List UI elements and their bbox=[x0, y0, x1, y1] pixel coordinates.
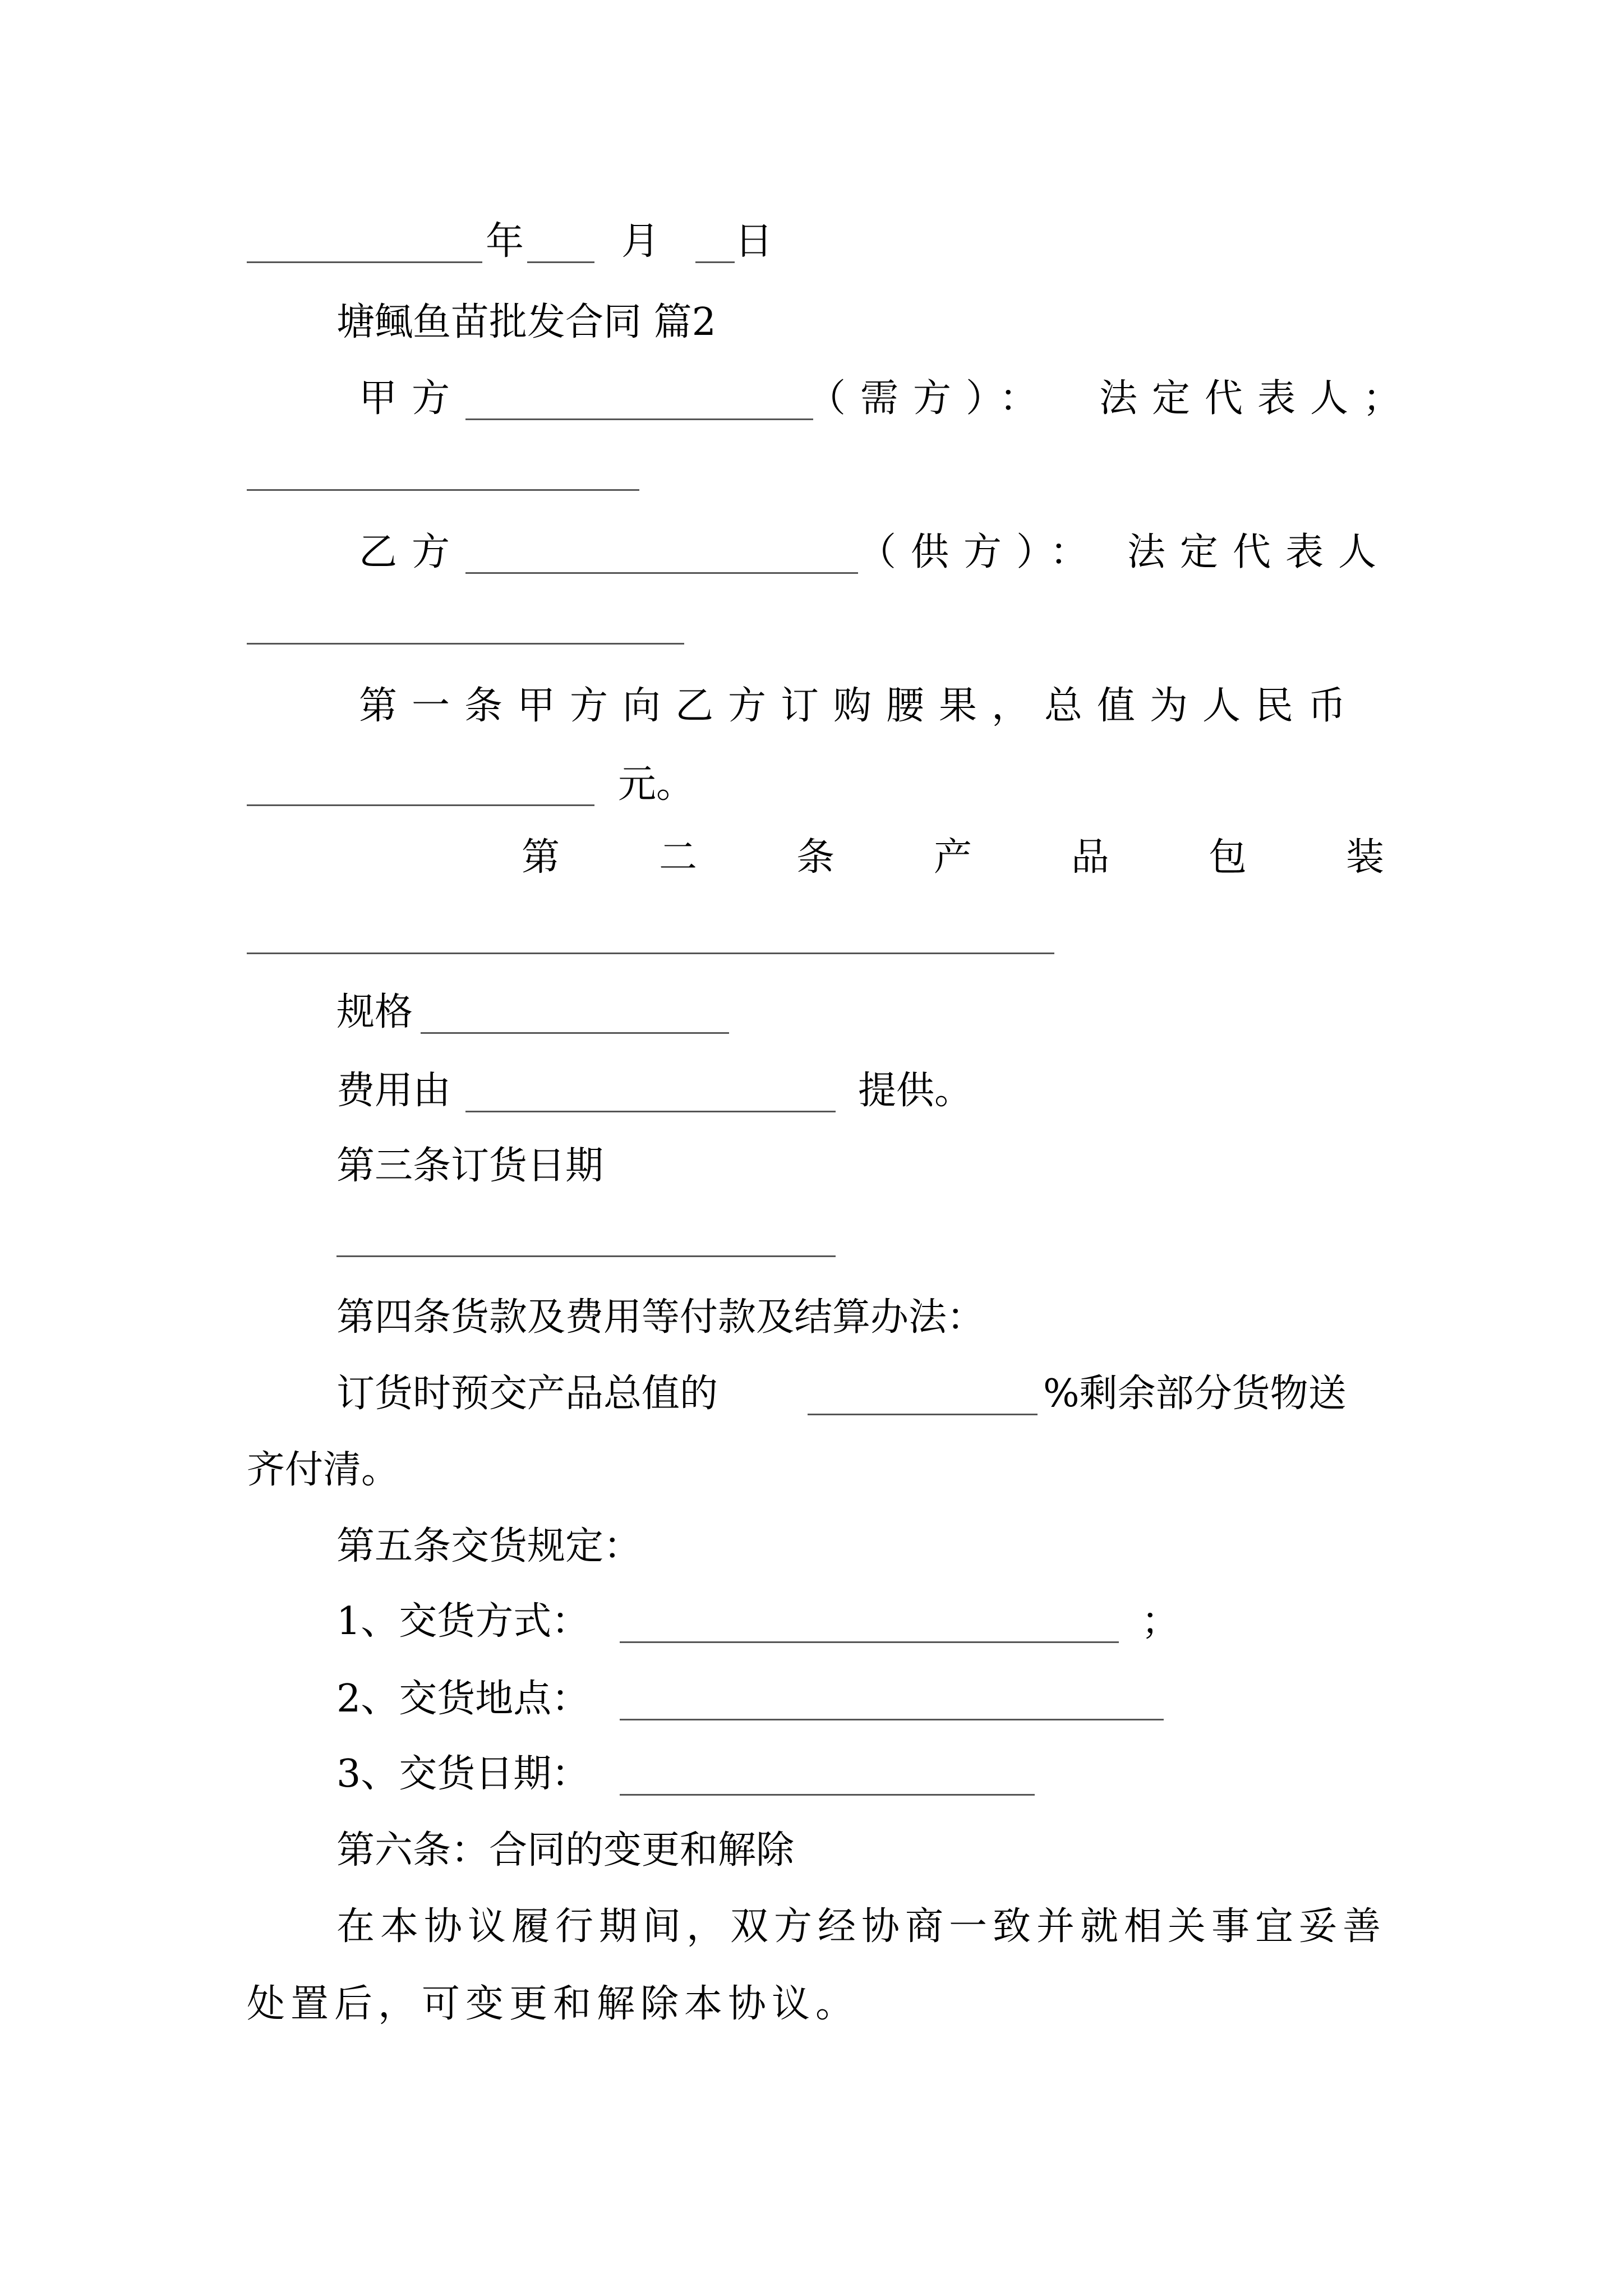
article6-heading-line bbox=[0, 1825, 1623, 1876]
spec-line bbox=[0, 987, 1623, 1038]
delivery-date-line bbox=[0, 1749, 1623, 1800]
delivery-method-blank bbox=[620, 1641, 1119, 1643]
party-b-blank bbox=[465, 572, 858, 574]
article2-char: 二 bbox=[659, 835, 698, 880]
article1-amount-blank bbox=[247, 804, 594, 806]
party-b-line bbox=[0, 527, 1623, 578]
delivery-method-line bbox=[0, 1596, 1623, 1647]
article4-para-suffix: %剩余部分货物送 bbox=[1043, 1372, 1347, 1416]
article2-char: 品 bbox=[1071, 835, 1110, 880]
article1-line bbox=[0, 681, 1623, 731]
article4-percent-blank bbox=[808, 1414, 1038, 1415]
day-blank bbox=[695, 261, 735, 263]
delivery-place-line bbox=[0, 1674, 1623, 1724]
article6-para-text: 在本协议履行期间，双方经协商一致并就相关事宜妥善 bbox=[336, 1904, 1387, 1949]
party-b-rep-blank bbox=[247, 643, 684, 645]
article2-packaging-blank bbox=[247, 953, 1054, 954]
article6-heading: 第六条：合同的变更和解除 bbox=[336, 1828, 795, 1872]
article5-heading: 第五条交货规定： bbox=[336, 1524, 642, 1568]
contract-title bbox=[0, 297, 1623, 348]
article2-char: 装 bbox=[1346, 835, 1385, 880]
party-b-rep-label: 法定代表人 bbox=[1127, 530, 1391, 574]
article1-text: 第一条甲方向乙方订购腰果，总值为人民币 bbox=[359, 684, 1361, 728]
title-text: 塘鲺鱼苗批发合同 篇2 bbox=[336, 300, 716, 344]
article1-unit: 元。 bbox=[618, 762, 695, 807]
month-blank bbox=[527, 261, 594, 263]
spec-blank bbox=[421, 1032, 729, 1034]
cost-suffix: 提供。 bbox=[858, 1069, 973, 1113]
day-label: 日 bbox=[735, 219, 773, 264]
delivery-method-label: 1、交货方式： bbox=[336, 1599, 590, 1644]
delivery-place-label: 2、交货地点： bbox=[336, 1677, 590, 1721]
delivery-method-suffix: ； bbox=[1141, 1599, 1180, 1644]
cost-line bbox=[0, 1066, 1623, 1116]
article2-line bbox=[0, 832, 1623, 883]
party-b-role: （供方）： bbox=[858, 530, 1103, 574]
party-a-rep-label: 法定代表人； bbox=[1099, 376, 1416, 421]
cost-prefix: 费用由 bbox=[336, 1069, 451, 1113]
party-a-label: 甲方 bbox=[359, 376, 465, 421]
article5-heading-line bbox=[0, 1521, 1623, 1572]
party-b-label: 乙方 bbox=[359, 530, 465, 574]
article2-char: 产 bbox=[934, 835, 972, 880]
article4-heading: 第四条货款及费用等付款及结算办法： bbox=[336, 1295, 985, 1340]
article4-para-line2 bbox=[0, 1445, 1623, 1496]
delivery-date-label: 3、交货日期： bbox=[336, 1752, 590, 1796]
spec-label: 规格 bbox=[336, 990, 413, 1034]
party-a-rep-blank bbox=[247, 489, 639, 491]
article1-amount-line bbox=[0, 760, 1623, 810]
article3-heading: 第三条订货日期 bbox=[336, 1144, 604, 1188]
date-line bbox=[0, 217, 1623, 267]
article4-para-prefix: 订货时预交产品总值的 bbox=[336, 1372, 718, 1416]
delivery-place-blank bbox=[620, 1719, 1164, 1720]
article4-para-end: 齐付清。 bbox=[247, 1448, 400, 1492]
article6-para-line1 bbox=[0, 1902, 1623, 1952]
article6-para-end: 处置后，可变更和解除本协议。 bbox=[247, 1982, 860, 2026]
article3-line bbox=[0, 1141, 1623, 1191]
delivery-date-blank bbox=[620, 1794, 1035, 1796]
year-blank bbox=[247, 261, 482, 263]
party-a-blank bbox=[465, 418, 813, 420]
article2-char: 条 bbox=[796, 835, 835, 880]
article2-char: 第 bbox=[522, 835, 560, 880]
party-a-line bbox=[0, 374, 1623, 424]
article6-para-line2 bbox=[0, 1979, 1623, 2030]
year-label: 年 bbox=[486, 219, 524, 264]
article2-char: 包 bbox=[1209, 835, 1247, 880]
party-a-role: （需方）： bbox=[808, 376, 1053, 421]
article4-para-line1 bbox=[0, 1369, 1623, 1419]
cost-blank bbox=[465, 1111, 836, 1112]
month-label: 月 bbox=[621, 219, 660, 264]
article3-date-blank bbox=[336, 1255, 836, 1257]
article4-heading-line bbox=[0, 1292, 1623, 1343]
